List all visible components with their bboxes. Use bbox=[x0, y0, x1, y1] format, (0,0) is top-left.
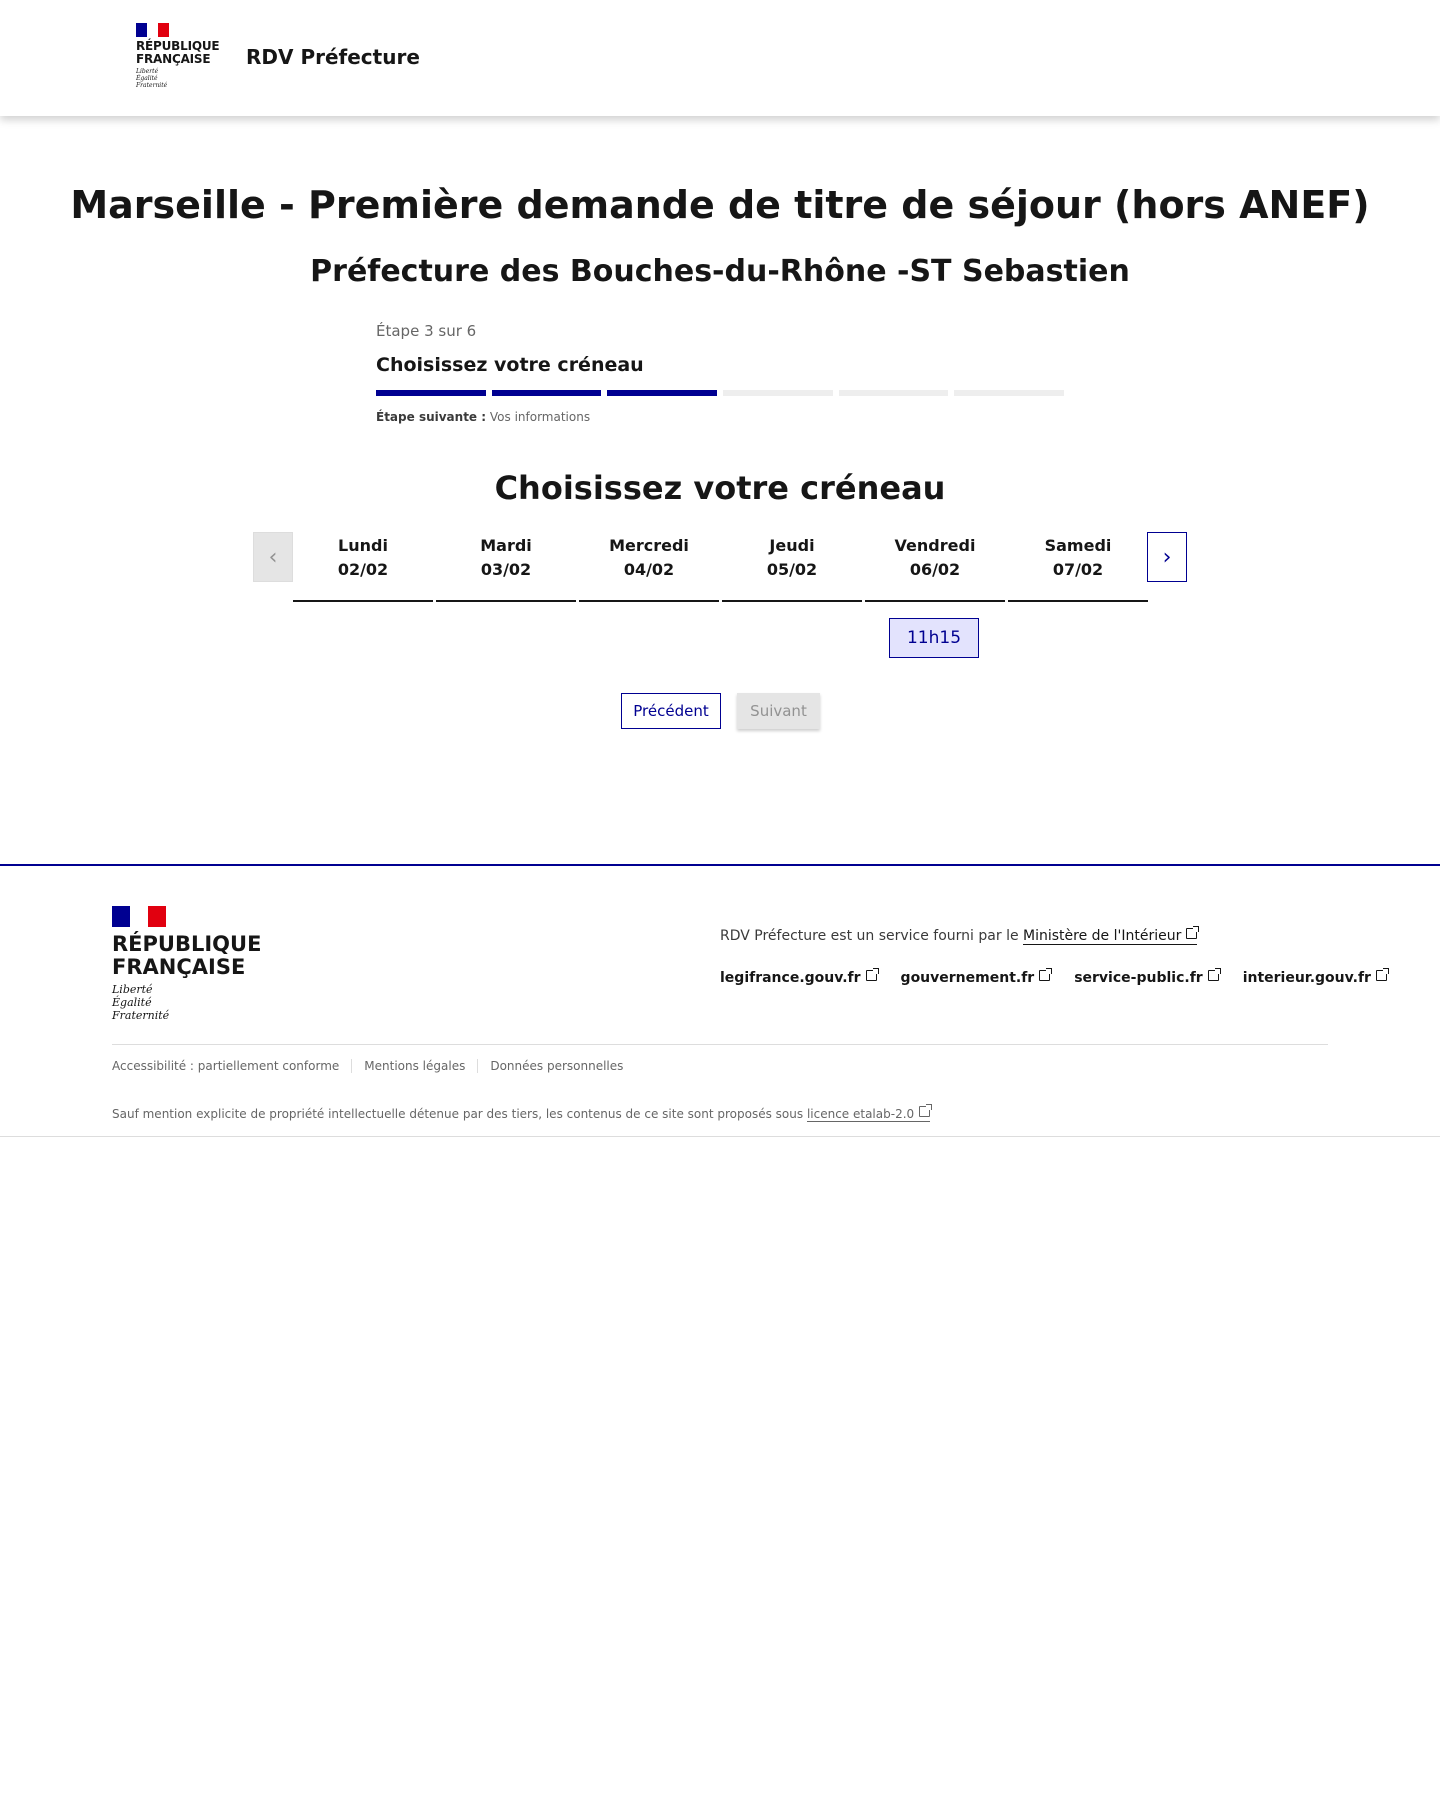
days-row bbox=[293, 532, 1148, 602]
logo-brand-text: RÉPUBLIQUE FRANÇAISE bbox=[136, 39, 220, 66]
step-progress-bar bbox=[376, 390, 1064, 396]
step-next-label: Étape suivante : bbox=[376, 410, 487, 424]
footer-republique-francaise-logo[interactable] bbox=[112, 906, 261, 1022]
footer-bottom-link[interactable]: Données personnelles bbox=[477, 1059, 635, 1073]
page-subtitle: Préfecture des Bouches-du-Rhône -ST Sebastien bbox=[310, 254, 1130, 289]
licence-link[interactable]: licence etalab-2.0 bbox=[807, 1107, 930, 1122]
footer-divider bbox=[112, 1044, 1328, 1045]
step-bar-segment bbox=[954, 390, 1064, 396]
footer-description bbox=[720, 928, 1197, 944]
step-bar-segment bbox=[839, 390, 949, 396]
marianne-flag-icon bbox=[136, 23, 219, 37]
day-column bbox=[436, 532, 576, 602]
day-column bbox=[1008, 532, 1148, 602]
site-footer bbox=[0, 864, 1440, 1137]
day-date: 05/02 bbox=[766, 560, 818, 579]
logo-motto: Liberté Égalité Fraternité bbox=[136, 68, 168, 89]
day-name: Lundi bbox=[338, 536, 388, 555]
day-name: Samedi bbox=[1044, 536, 1112, 555]
external-link-icon bbox=[1376, 970, 1387, 981]
chevron-right-icon: › bbox=[1162, 544, 1172, 570]
licence-text: Sauf mention explicite de propriété intellectuelle détenue par des tiers, les contenus de ce site sont proposés sous licence etalab-2.0 bbox=[112, 1106, 930, 1121]
external-link-icon bbox=[1208, 970, 1219, 981]
step-title: Choisissez votre créneau bbox=[376, 354, 644, 376]
next-week-button[interactable] bbox=[1147, 532, 1187, 582]
republique-francaise-logo[interactable] bbox=[136, 23, 219, 89]
day-name: Mardi bbox=[480, 536, 532, 555]
external-link-icon bbox=[1186, 928, 1197, 939]
day-date: 02/02 bbox=[337, 560, 389, 579]
time-slot-button[interactable]: 11h15 bbox=[889, 618, 979, 658]
footer-desc-text: RDV Préfecture est un service fourni par le bbox=[720, 928, 1019, 944]
footer-partner-links bbox=[720, 970, 1387, 986]
stepper bbox=[376, 322, 1064, 424]
footer-logo-motto: Liberté Égalité Fraternité bbox=[112, 983, 170, 1022]
previous-week-button[interactable] bbox=[253, 532, 293, 582]
slot-heading: Choisissez votre créneau bbox=[494, 469, 946, 507]
step-next-value: Vos informations bbox=[489, 410, 591, 424]
day-name: Vendredi bbox=[894, 536, 976, 555]
page-title: Marseille - Première demande de titre de séjour (hors ANEF) bbox=[70, 183, 1370, 227]
external-link-icon bbox=[1039, 970, 1050, 981]
chevron-left-icon: ‹ bbox=[268, 544, 278, 570]
next-button[interactable]: Suivant bbox=[737, 693, 820, 729]
footer-bottom-link[interactable]: Accessibilité : partiellement conforme bbox=[112, 1059, 340, 1073]
external-link-icon bbox=[866, 970, 877, 981]
footer-bottom-links bbox=[112, 1059, 635, 1073]
day-column bbox=[293, 532, 433, 602]
step-state: Étape 3 sur 6 bbox=[376, 322, 477, 340]
step-bar-segment bbox=[376, 390, 486, 396]
ministry-link[interactable]: Ministère de l'Intérieur bbox=[1023, 928, 1197, 945]
day-column bbox=[865, 532, 1005, 602]
footer-partner-link[interactable]: gouvernement.fr bbox=[901, 970, 1051, 986]
previous-button[interactable]: Précédent bbox=[621, 693, 721, 729]
site-header bbox=[0, 0, 1440, 116]
footer-bottom-link[interactable]: Mentions légales bbox=[351, 1059, 477, 1073]
step-bar-segment bbox=[492, 390, 602, 396]
external-link-icon bbox=[919, 1106, 930, 1117]
step-bar-segment bbox=[607, 390, 717, 396]
day-date: 07/02 bbox=[1052, 560, 1104, 579]
day-date: 06/02 bbox=[909, 560, 961, 579]
day-name: Jeudi bbox=[769, 536, 815, 555]
marianne-flag-icon bbox=[112, 906, 261, 927]
service-name[interactable]: RDV Préfecture bbox=[246, 45, 420, 69]
footer-partner-link[interactable]: legifrance.gouv.fr bbox=[720, 970, 877, 986]
day-name: Mercredi bbox=[609, 536, 689, 555]
day-date: 03/02 bbox=[480, 560, 532, 579]
day-date: 04/02 bbox=[623, 560, 675, 579]
day-column bbox=[722, 532, 862, 602]
day-column bbox=[579, 532, 719, 602]
step-next bbox=[376, 410, 1064, 424]
footer-partner-link[interactable]: service-public.fr bbox=[1074, 970, 1218, 986]
footer-logo-brand-text: RÉPUBLIQUE FRANÇAISE bbox=[112, 932, 262, 979]
footer-partner-link[interactable]: interieur.gouv.fr bbox=[1243, 970, 1387, 986]
step-bar-segment bbox=[723, 390, 833, 396]
